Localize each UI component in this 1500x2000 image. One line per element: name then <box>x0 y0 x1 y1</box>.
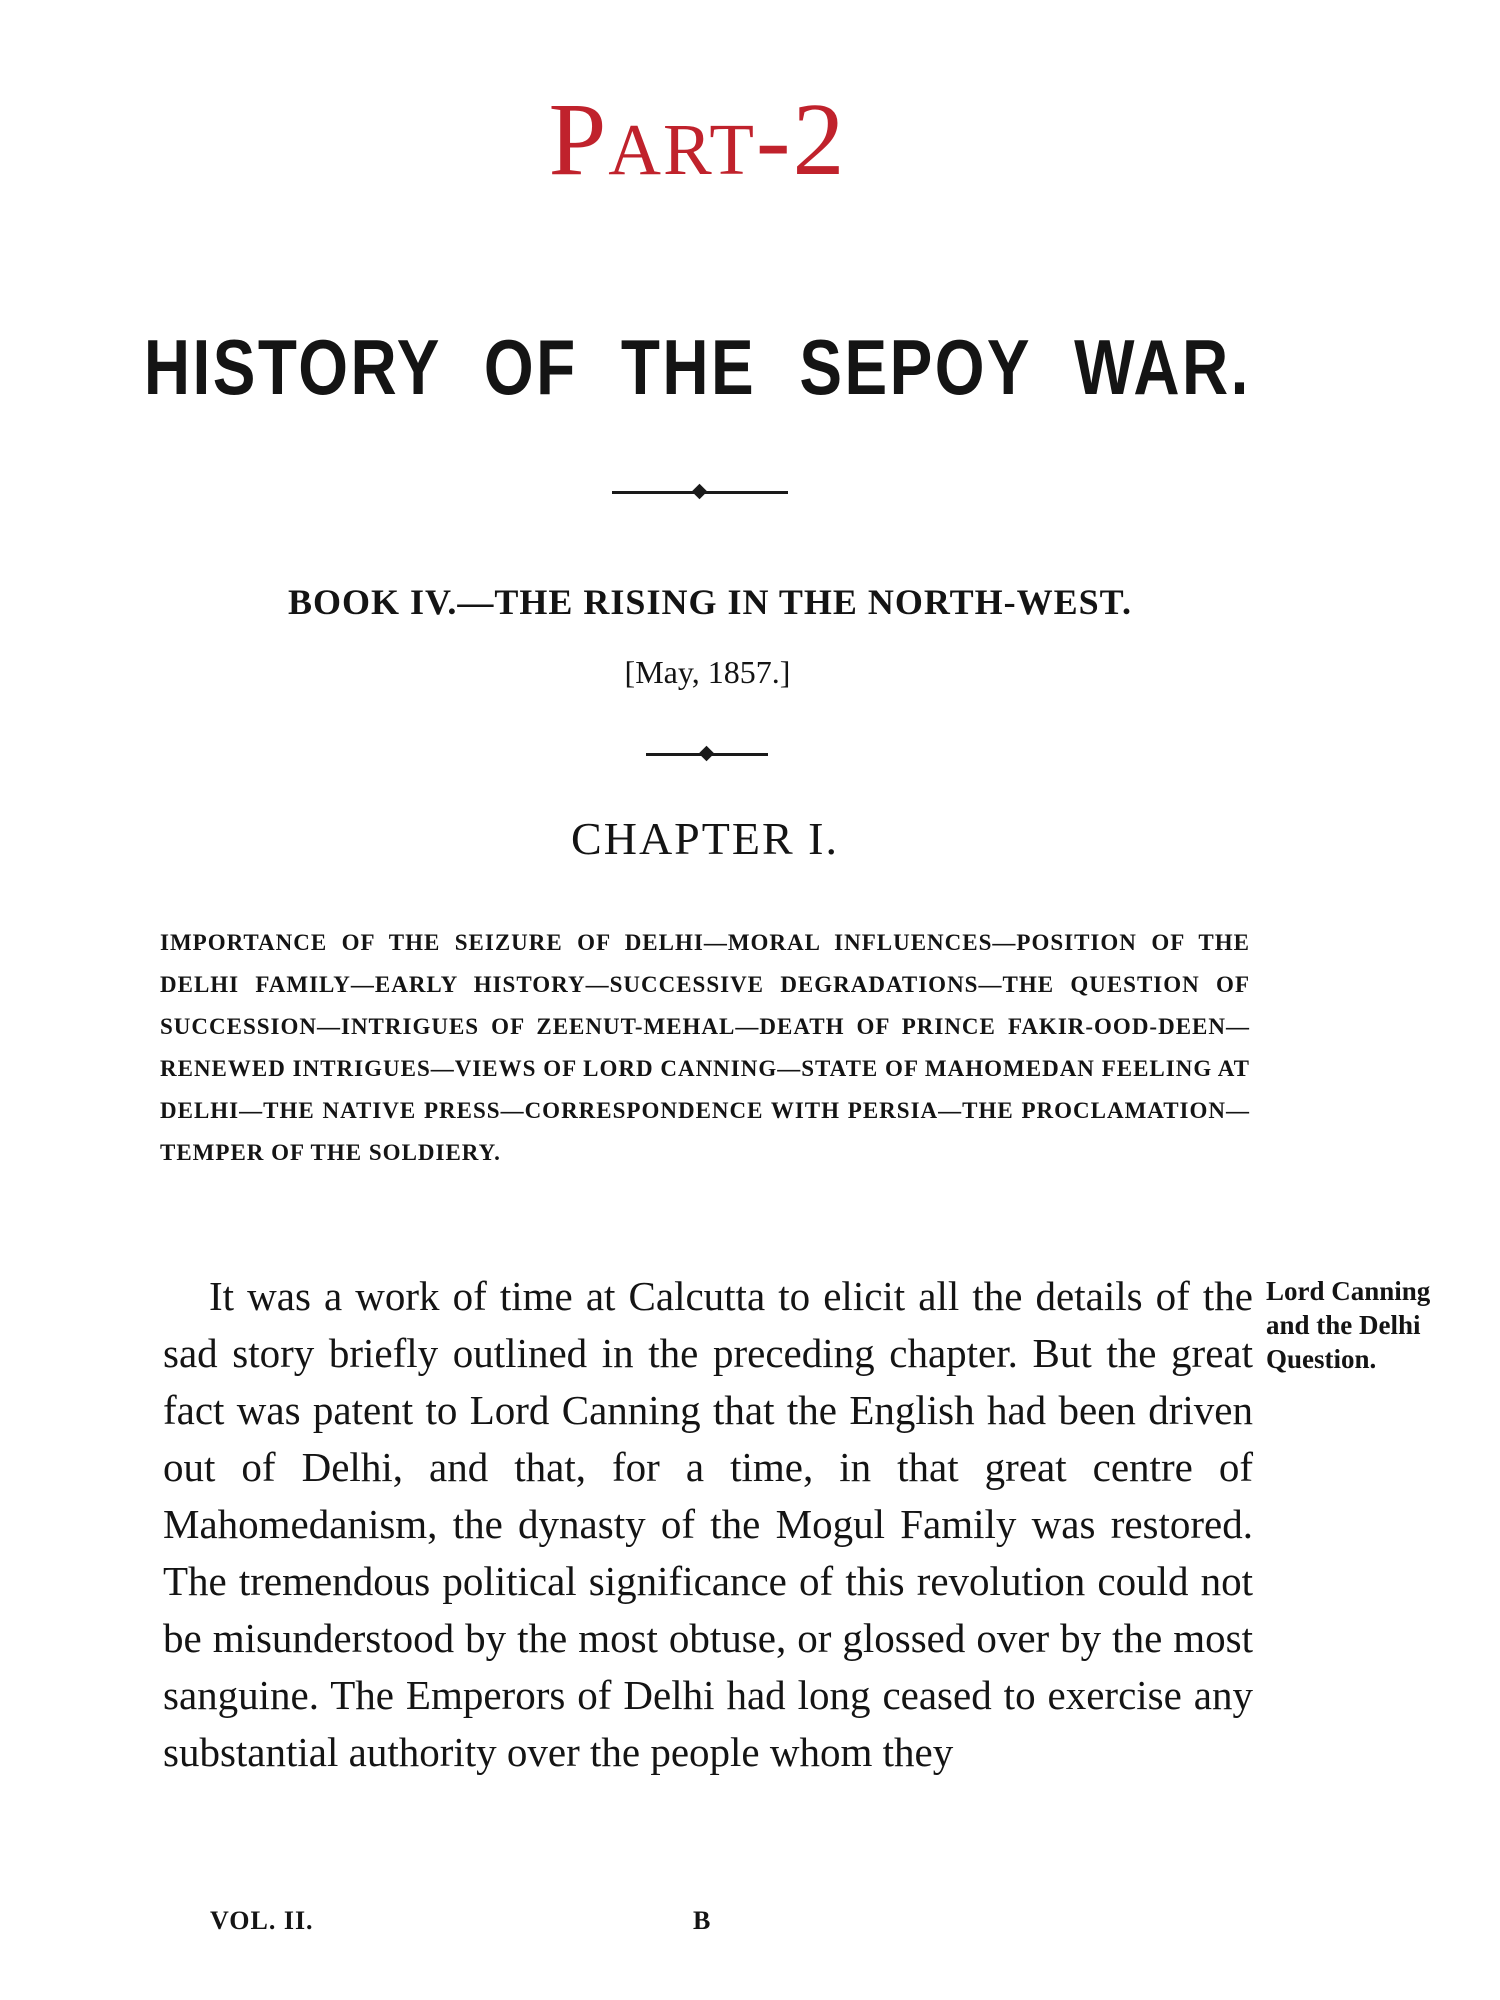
footer-volume: VOL. II. <box>210 1906 314 1935</box>
body-paragraph: It was a work of time at Calcutta to elicit all the details of the sad story briefly outlined in the preceding chapter. But the great fact was patent to Lord Canning that the English had been driven out of Delhi, and that, for a time, in that great centre of Mahomedanism, the dynasty of the Mogul Family was restored. The tremendous political significance of this revolution could not be misunderstood by the most obtuse, or glossed over by the most sanguine. The Emperors of Delhi had long ceased to exercise any substantial authority over the people whom they <box>163 1273 1253 1775</box>
chapter-heading: CHAPTER I. <box>571 813 839 864</box>
ornament-diamond-icon <box>692 484 708 500</box>
footer-signature: B <box>693 1906 711 1935</box>
ornament-diamond-icon <box>699 746 715 762</box>
book-title: HISTORY OF THE SEPOY WAR. <box>143 323 1251 411</box>
part-heading: Part-2 <box>548 82 847 197</box>
date-line: [May, 1857.] <box>624 654 791 690</box>
ornamental-rule-top <box>612 491 788 494</box>
book-line: BOOK IV.—THE RISING IN THE NORTH-WEST. <box>288 582 1132 622</box>
margin-note: Lord Canning and the Delhi Question. <box>1266 1276 1431 1374</box>
chapter-summary: IMPORTANCE OF THE SEIZURE OF DELHI—MORAL INFLUENCES—POSITION OF THE DELHI FAMILY—EARLY HISTORY—SUCCESSIVE DEGRADATIONS—THE QUESTION OF SUCCESSION—INTRIGUES OF ZEENUT-MEHAL—DEATH OF PRINCE FAKIR-OOD-DEEN—RENEWED INTRIGUES—VIEWS OF LORD CANNING—STATE OF MAHOMEDAN FEELING AT DELHI—THE NATIVE PRESS—CORRESPONDENCE WITH PERSIA—THE PROCLAMATION—TEMPER OF THE SOLDIERY. <box>160 930 1250 1165</box>
ornamental-rule-bottom <box>646 753 768 756</box>
